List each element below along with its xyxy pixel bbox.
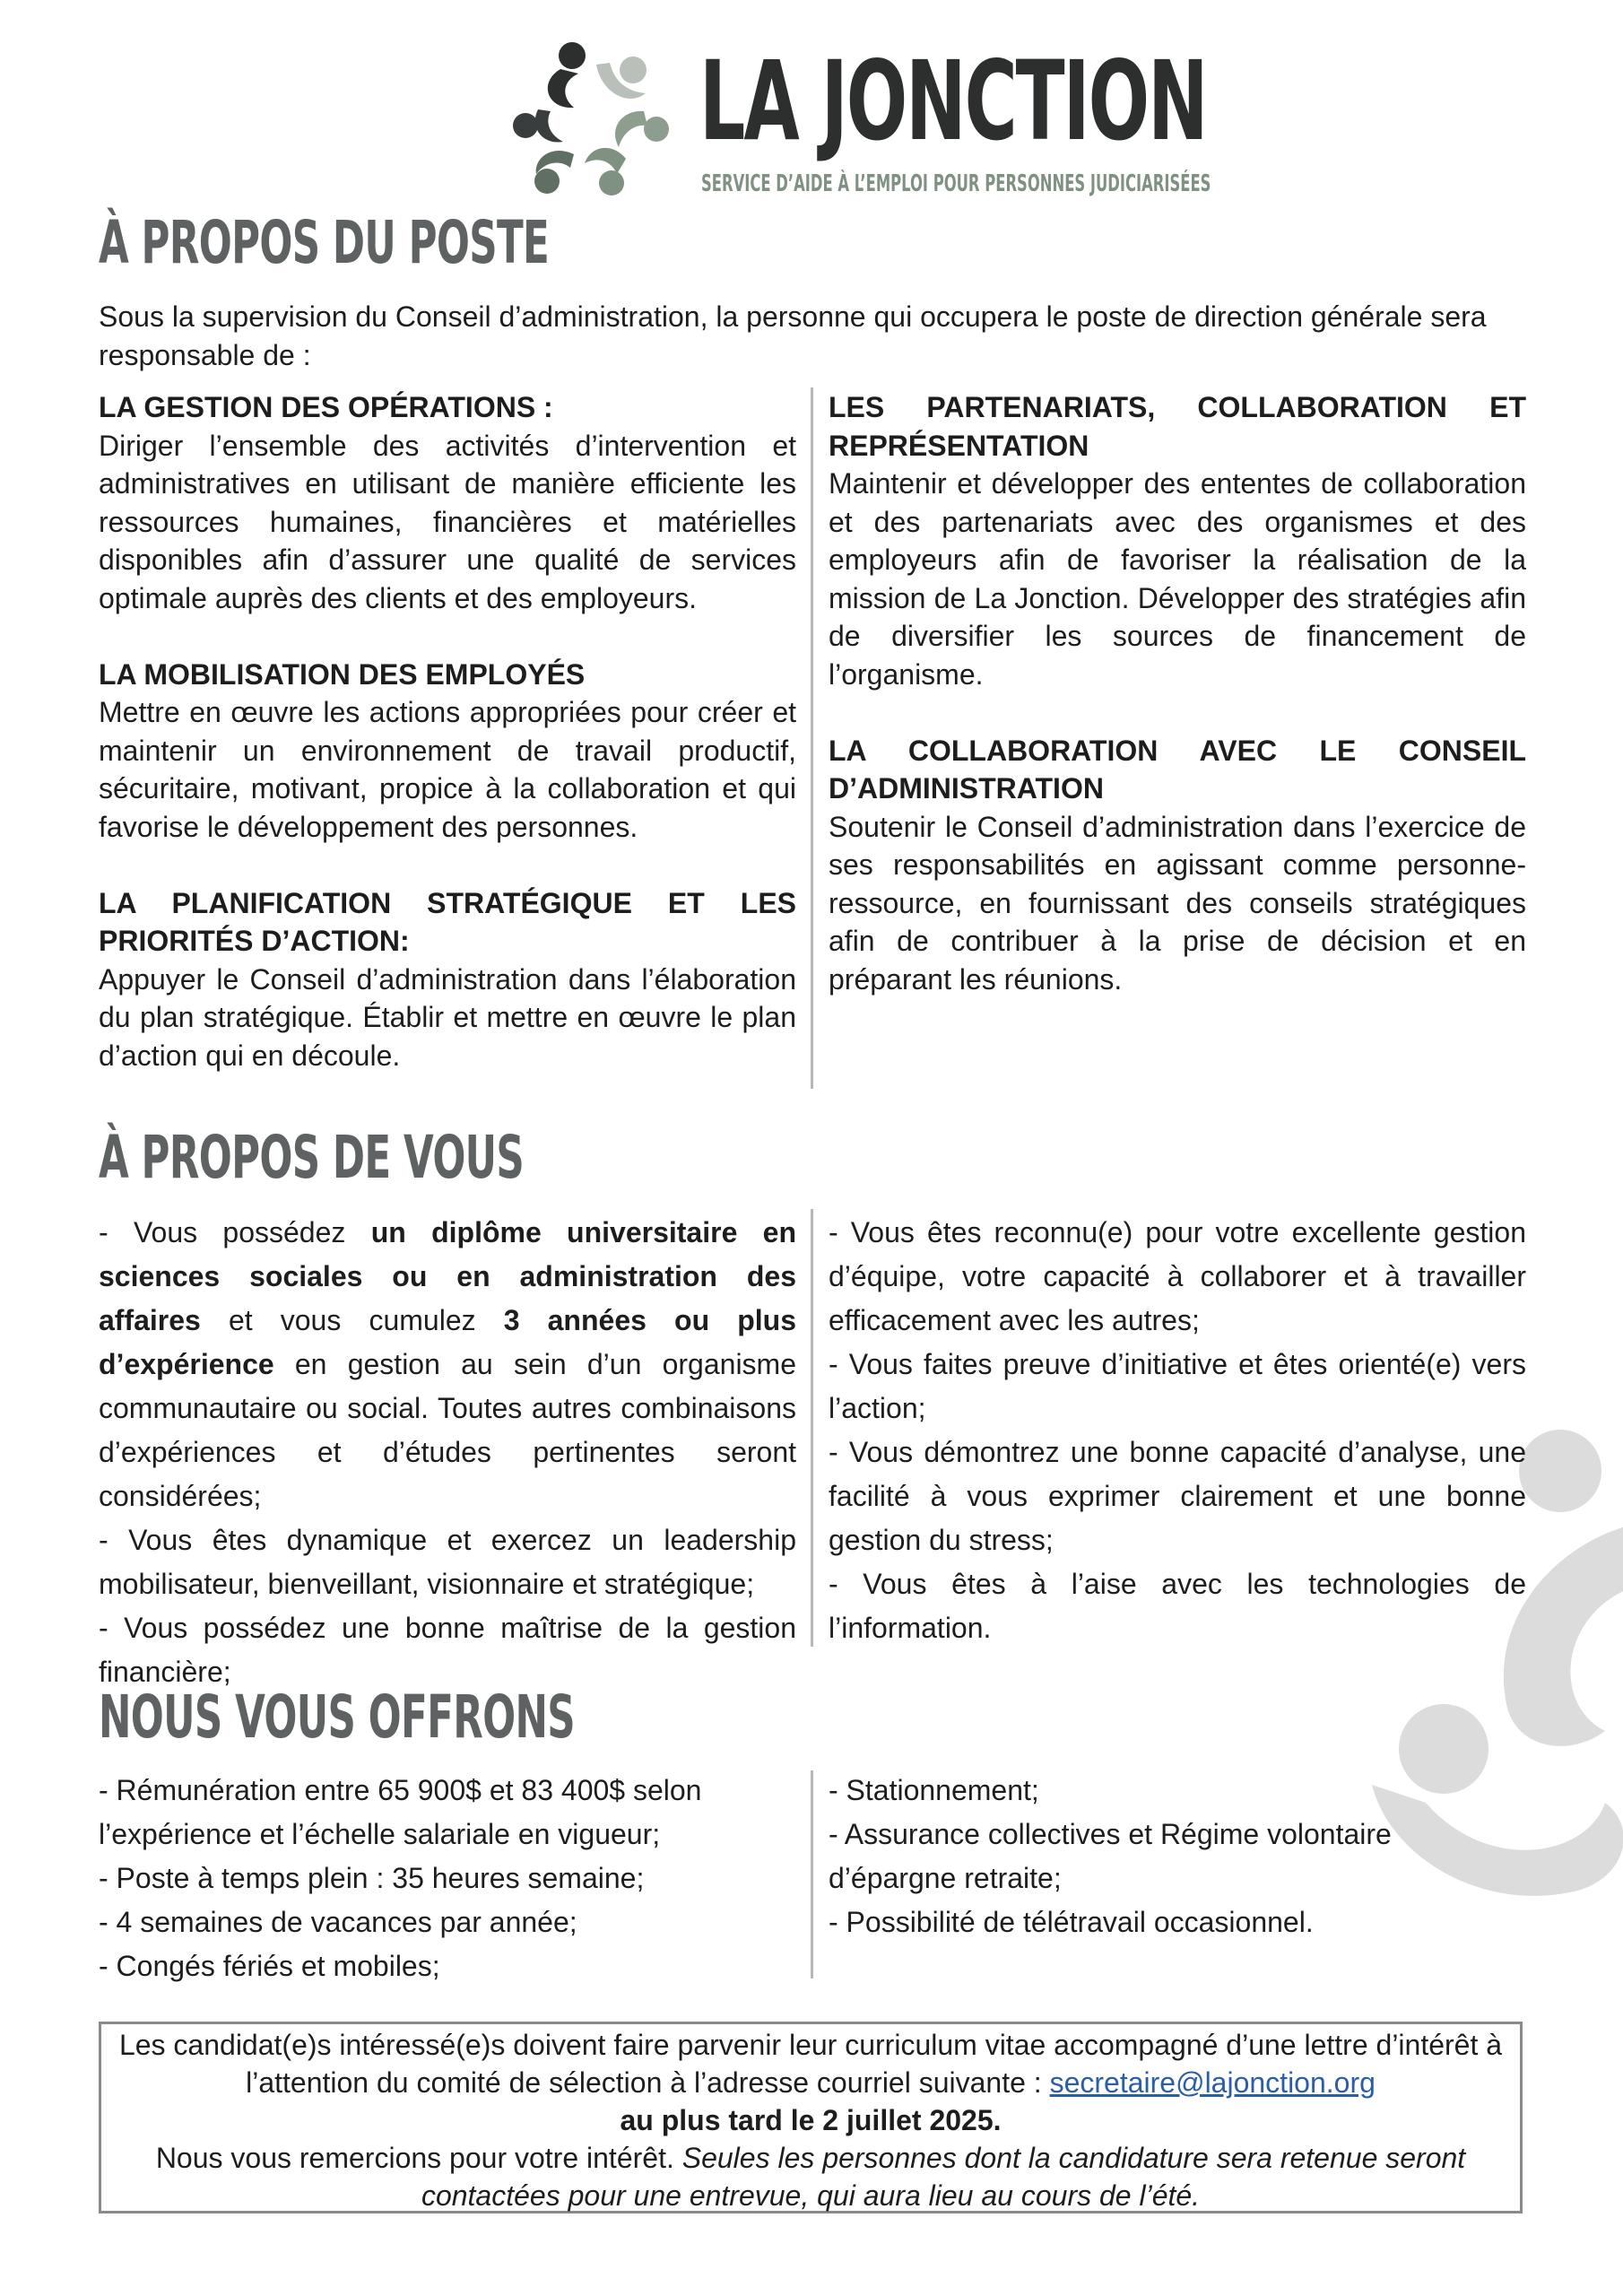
requirement-item: - Vous êtes à l’aise avec les technologies de l’information. — [829, 1568, 1526, 1644]
benefit-item: - Stationnement; — [829, 1774, 1039, 1806]
column-divider — [811, 1209, 813, 1647]
vous-right-column — [829, 1211, 1526, 1650]
benefit-item: - 4 semaines de vacances par année; — [99, 1906, 577, 1938]
section-title-vous: À PROPOS DE VOUS — [99, 1123, 525, 1192]
intro-text: Sous la supervision du Conseil d’administration, la personne qui occupera le poste de direction générale sera responsable de : — [99, 300, 1487, 371]
requirement-item: - Vous faites preuve d’initiative et êtes orienté(e) vers l’action; — [829, 1348, 1526, 1424]
responsibility-text: Diriger l’ensemble des activités d’intervention et administratives en utilisant de manière efficiente les ressources humaines, financières et matérielles disponibles afin d’assurer une qualité de services optimale auprès des clients et des employeurs. — [99, 429, 796, 614]
responsibility-title: LA GESTION DES OPÉRATIONS : — [99, 391, 553, 423]
responsibility-title: LA PLANIFICATION STRATÉGIQUE ET LES PRIORITÉS D’ACTION: — [99, 886, 796, 957]
offrons-right-column — [829, 1769, 1510, 1944]
poste-left-column — [99, 388, 796, 1113]
column-divider — [811, 387, 813, 1089]
column-divider — [811, 1770, 813, 1979]
responsibility-text: Maintenir et développer des ententes de collaboration et des partenariats avec des organismes et des employeurs afin de favoriser la réalisation de la mission de La Jonction. Développer des stratégies afin de diversifier les sources de financement de l’organisme. — [829, 467, 1526, 691]
benefit-item: - Poste à temps plein : 35 heures semaine; — [99, 1862, 645, 1894]
benefit-item: - Assurance collectives et Régime volontaire d’épargne retraite; — [829, 1818, 1392, 1894]
responsibility-title: LES PARTENARIATS, COLLABORATION ET REPRÉSENTATION — [829, 391, 1526, 462]
responsibility-block — [829, 732, 1526, 999]
requirement-item: - Vous êtes reconnu(e) pour votre excellente gestion d’équipe, votre capacité à collaborer et à travailler efficacement avec les autres; — [829, 1216, 1526, 1336]
email-link[interactable]: secretaire@lajonction.org — [1049, 2066, 1376, 2099]
responsibility-block — [99, 884, 796, 1075]
deadline-text: au plus tard le 2 juillet 2025. — [620, 2104, 1002, 2136]
requirement-item: - Vous démontrez une bonne capacité d’analyse, une facilité à vous exprimer clairement et une bonne gestion du stress; — [829, 1436, 1526, 1556]
benefit-item: - Rémunération entre 65 900$ et 83 400$ selon l’expérience et l’échelle salariale en vigueur; — [99, 1774, 702, 1850]
closing-note: Nous vous remercions pour votre intérêt. Seules les personnes dont la candidature sera retenue seront contactées pour une entrevue, qui aura lieu au cours de l’été. — [155, 2142, 1466, 2212]
responsibility-text: Appuyer le Conseil d’administration dans l’élaboration du plan stratégique. Établir et mettre en œuvre le plan d’action qui en découle. — [99, 962, 796, 1072]
responsibility-title: LA COLLABORATION AVEC LE CONSEIL D’ADMINISTRATION — [829, 734, 1526, 804]
responsibility-block — [829, 388, 1526, 693]
responsibility-text: Mettre en œuvre les actions appropriées pour créer et maintenir un environnement de travail productif, sécuritaire, motivant, propice à la collaboration et qui favorise le développement des personnes. — [99, 696, 796, 843]
section-title-poste: À PROPOS DU POSTE — [99, 208, 550, 277]
org-tagline: SERVICE D’AIDE À L’EMPLOI POUR PERSONNES JUDICIARISÉES — [701, 170, 1211, 197]
requirement-item: - Vous êtes dynamique et exercez un leadership mobilisateur, bienveillant, visionnaire et stratégique; — [99, 1524, 796, 1600]
org-name: LA JONCTION — [699, 38, 1207, 165]
application-instructions: Les candidat(e)s intéressé(e)s doivent faire parvenir leur curriculum vitae accompagné d’une lettre d’intérêt à l’attention du comité de sélection à l’adresse courriel suivante : secretaire@lajonction.org — [118, 2029, 1503, 2099]
poste-right-column — [829, 388, 1526, 1037]
responsibility-block — [99, 656, 796, 847]
offrons-left-column — [99, 1769, 708, 1988]
responsibility-title: LA MOBILISATION DES EMPLOYÉS — [99, 657, 586, 691]
benefit-item: - Congés fériés et mobiles; — [99, 1950, 440, 1982]
people-circle-logo-icon — [511, 38, 673, 204]
requirement-item: - Vous possédez une bonne maîtrise de la gestion financière; — [99, 1612, 796, 1688]
header — [511, 38, 1211, 208]
responsibility-block — [99, 388, 796, 617]
requirement-item: - Vous possédez un diplôme universitaire en sciences sociales ou en administration des affaires et vous cumulez 3 années ou plus d’expérience en gestion au sein d’un organisme communautaire ou social. Toutes autres combinaisons d’expériences et d’études pertinentes seront considérées; — [99, 1216, 797, 1512]
benefit-item: - Possibilité de télétravail occasionnel. — [829, 1906, 1314, 1938]
responsibility-text: Soutenir le Conseil d’administration dans l’exercice de ses responsabilités en agissant comme personne-ressource, en fournissant des conseils stratégiques afin de contribuer à la prise de décision et en préparant les réunions. — [829, 810, 1526, 996]
section-title-offrons: NOUS VOUS OFFRONS — [99, 1683, 576, 1752]
vous-left-column — [99, 1211, 796, 1694]
application-box — [99, 2022, 1523, 2213]
